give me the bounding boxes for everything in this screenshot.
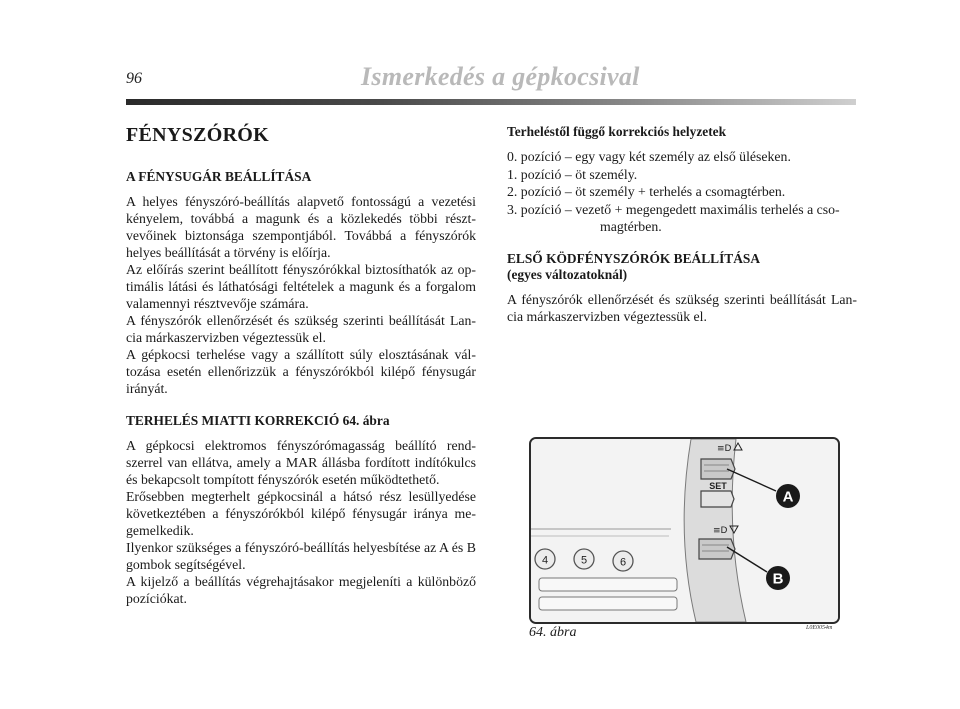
- keypad: [535, 549, 633, 571]
- page-title: FÉNYSZÓRÓK: [126, 124, 270, 146]
- running-title: Ismerkedés a gépkocsival: [361, 62, 640, 91]
- callout-a-label: A: [782, 488, 794, 506]
- paragraph: A kijelző a beállítás végrehajtásakor megjeleníti a különböző pozíciókat.: [126, 574, 476, 606]
- paragraph: Erősebben megterhelt gépkocsinál a hátsó rész lesüllyedése következtében a fényszórókból kilépő fénysugár iránya me-gemelkedik.: [126, 489, 476, 538]
- list-item: 3. pozíció – vezető + megengedett maximális terhelés a cso-: [507, 201, 840, 217]
- keypad-label: 4: [541, 554, 549, 567]
- section-heading-load-correction: TERHELÉS MIATTI KORREKCIÓ 64. ábra: [126, 413, 390, 428]
- set-label: SET: [709, 481, 727, 491]
- keypad-label: 6: [619, 556, 627, 569]
- paragraph: A gépkocsi elektromos fényszórómagasság beállító rend-szerrel van ellátva, amely a MAR állásba fordított indítókulcs és bekapcsolt tompított fényszórók esetén működtethető.: [126, 438, 476, 487]
- keypad-label: 5: [580, 554, 588, 567]
- list-item: 2. pozíció – öt személy + terhelés a csomagtérben.: [507, 184, 786, 199]
- paragraph: Az előírás szerint beállított fényszórókkal biztosíthatók az op-timális látási és láthatósági feltételek a magunk és a forgalom valamennyi résztvevője számára.: [126, 262, 476, 311]
- paragraph: A gépkocsi terhelése vagy a szállított súly elosztásának vál-tozása esetén ellenőrizzük a fényszórókból kilépő fénysugár irányát.: [126, 347, 476, 396]
- paragraph: A fényszórók ellenőrzését és szükség szerinti beállítását Lan-cia márkaszervizben végeztessük el.: [507, 292, 857, 324]
- figure-64: [529, 437, 840, 624]
- header-rule: [126, 99, 856, 105]
- left-column: [126, 124, 476, 607]
- paragraph: Ilyenkor szükséges a fényszóró-beállítás helyesbítése az A és B gombok segítségével.: [126, 540, 476, 572]
- section-heading-fog-lights: ELSŐ KÖDFÉNYSZÓRÓK BEÁLLÍTÁSA: [507, 251, 760, 266]
- section-heading-beam-adjust: A FÉNYSUGÁR BEÁLLÍTÁSA: [126, 169, 312, 184]
- list-item: 1. pozíció – öt személy.: [507, 166, 638, 182]
- callout-b-label: B: [772, 570, 784, 588]
- set-button[interactable]: [701, 491, 734, 507]
- list-item-continuation: magtérben.: [600, 219, 662, 234]
- display-slot: [539, 597, 677, 610]
- figure-caption: 64. ábra: [529, 625, 577, 640]
- section-subheading-variants: (egyes változatoknál): [507, 267, 628, 282]
- figure-illustration: [531, 439, 838, 622]
- section-heading-positions: Terheléstől függő korrekciós helyzetek: [507, 124, 727, 139]
- paragraph: A fényszórók ellenőrzését és szükség szerinti beállítását Lan-cia márkaszervizben végeztessük el.: [126, 313, 476, 345]
- svg-text:≡D: ≡D: [717, 444, 732, 454]
- svg-text:≡D: ≡D: [713, 526, 728, 536]
- list-item: 0. pozíció – egy vagy két személy az első üléseken.: [507, 149, 791, 164]
- headlight-up-button-a[interactable]: [701, 459, 735, 479]
- display-slot: [539, 578, 677, 591]
- page-number: 96: [126, 70, 142, 87]
- paragraph: A helyes fényszóró-beállítás alapvető fontosságú a vezetési kényelem, továbbá a magunk és a közlekedés többi részt-vevőinek biztonsága szempontjából. Továbbá a fényszórók helyes beállítását a törvény is előírja.: [126, 194, 476, 260]
- figure-code: L0E0054m: [806, 625, 833, 631]
- right-column: [507, 124, 857, 325]
